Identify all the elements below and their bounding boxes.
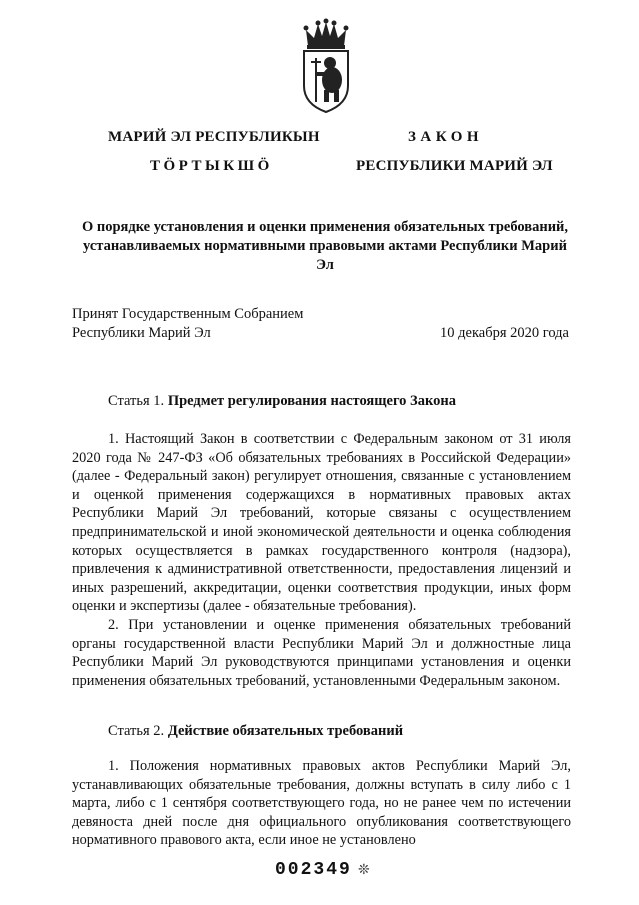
- adopted-line-1: Принят Государственным Собранием: [72, 306, 304, 322]
- article-1-title: Предмет регулирования настоящего Закона: [167, 393, 456, 409]
- article-2-prefix: Статья 2.: [108, 723, 165, 739]
- article-1-paragraph-2: 2. При установлении и оценке применения обязательных требований органы государственной власти Республики Марий Эл и должностные лица Республики Марий Эл руководствуются принципами установления и оценки применения обязательных требований, установленными Федеральным законом.: [72, 616, 571, 689]
- article-2-title: Действие обязательных требований: [167, 723, 404, 739]
- header-republic-mari: МАРИЙ ЭЛ РЕСПУБЛИКЫН: [108, 129, 320, 145]
- adopted-line-2: Республики Марий Эл: [72, 325, 211, 341]
- article-1-paragraph-1: 1. Настоящий Закон в соответствии с Федеральным законом от 31 июля 2020 года № 247-ФЗ «Об обязательных требованиях в Российской Федерации» (далее - Федеральный закон) регулирует отношения, связанные с установлением и оценкой применения содержащихся в нормативных правовых актах Республики Марий Эл требований, которые связаны с осуществлением предпринимательской и иной экономической деятельности и оценка соблюдения которых осуществляется в рамках государственного контроля (надзора), привлечения к административной ответственности, предоставления лицензий и иных разрешений, аккредитации, оценки соответствия продукции, иных форм оценки и экспертизы (далее - обязательные требования).: [72, 431, 571, 615]
- serial-mark-icon: ❊: [358, 863, 370, 878]
- header-law-mari: ТӦРТЫКШӦ: [150, 158, 273, 174]
- mari-el-coat-of-arms-icon: [294, 18, 358, 114]
- document-title: О порядке установления и оценки применения обязательных требований, устанавливаемых нормативными правовыми актами Республики Марий Эл: [81, 219, 569, 273]
- document-serial-number: 002349: [275, 860, 352, 880]
- header-republic-ru: РЕСПУБЛИКИ МАРИЙ ЭЛ: [356, 158, 553, 174]
- article-2-paragraph-1: 1. Положения нормативных правовых актов Республики Марий Эл, устанавливающих обязательные требования, должны вступать в силу либо с 1 марта, либо с 1 сентября соответствующего года, но не ранее чем по истечении девяноста дней после дня официального опубликования соответствующего нормативного правового акта, если иное не установлено: [72, 758, 571, 849]
- header-law-ru: ЗАКОН: [408, 129, 484, 145]
- adoption-date: 10 декабря 2020 года: [440, 325, 569, 341]
- article-2-heading: [108, 723, 403, 740]
- article-2-body: [72, 757, 571, 850]
- article-1-prefix: Статья 1.: [108, 393, 165, 409]
- article-1-body: [72, 430, 571, 690]
- article-1-heading: [108, 393, 456, 410]
- adopted-by: [72, 305, 303, 343]
